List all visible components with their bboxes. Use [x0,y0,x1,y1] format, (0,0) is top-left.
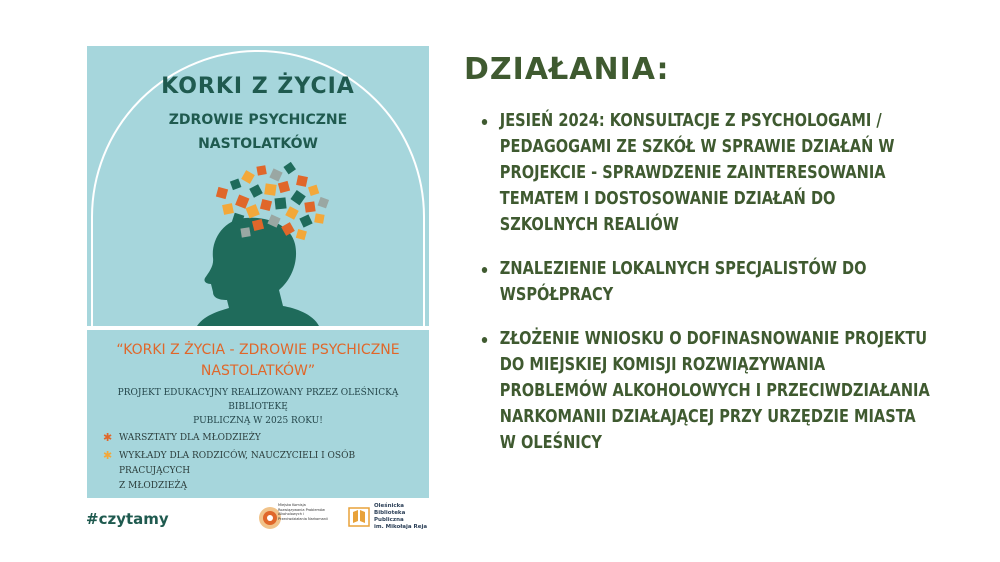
actions-list [480,108,930,474]
action-item [480,326,932,456]
bullet-icon [482,337,487,343]
puzzle-bullet-icon: ✱ [103,449,113,462]
library-logo-line: im. Mikołaja Reja [374,524,428,530]
poster-description-line2: PUBLICZNĄ W 2025 ROKU! [193,416,323,426]
puzzle-bullet-icon: ✱ [103,431,113,444]
poster-title: KORKI Z ŻYCIA [161,74,355,99]
poster-description [105,386,411,428]
commission-logo-text: Miejska Komisja Rozwiązywania Problemów Alkoholowych i Przeciwdziałania Narkomanii [278,503,328,521]
action-item-text: ZNALEZIENIE LOKALNYCH SPECJALISTÓW DO WSPÓŁPRACY [499,258,867,305]
poster-list-item [101,431,421,446]
actions-heading: DZIAŁANIA: [464,52,670,87]
bullet-icon [482,119,487,125]
library-logo-line: Oleśnicka [374,503,404,509]
poster-description-line1: PROJEKT EDUKACYJNY REALIZOWANY PRZEZ OLEŚNICKĄ BIBLIOTEKĘ [117,388,399,412]
hashtag: #czytamy [86,510,169,528]
library-book-icon [348,506,370,528]
action-item-text: JESIEŃ 2024: KONSULTACJE Z PSYCHOLOGAMI / PEDAGOGAMI ZE SZKÓŁ W SPRAWIE DZIAŁAŃ W PROJEKCIE - SPRAWDZENIE ZAINTERESOWANIA TEMATEM I DOSTOSOWANIE DZIAŁAŃ DO SZKOLNYCH REALIÓW [499,110,895,235]
poster-header [87,46,429,326]
poster-quote-line2: NASTOLATKÓW” [200,363,316,379]
poster-subtitle-line2: NASTOLATKÓW [198,136,318,152]
library-logo-line: Publiczna [374,517,404,523]
bullet-icon [482,267,487,273]
action-item [480,256,932,308]
poster-subtitle-line1: ZDROWIE PSYCHICZNE [168,112,348,128]
poster [87,46,429,498]
poster-list-item [101,449,421,494]
poster-list [101,431,421,497]
poster-quote [101,340,415,382]
poster-list-item-text: WYKŁADY DLA RODZICÓW, NAUCZYCIELI I OSÓB PRACUJĄCYCH [119,451,356,476]
poster-list-item-text: Z MŁODZIEŻĄ [119,481,188,491]
action-item-text: ZŁOŻENIE WNIOSKU O DOFINASNOWANIE PROJEKTU DO MIEJSKIEJ KOMISJI ROZWIĄZYWANIA PROBLEMÓW ALKOHOLOWYCH I PRZECIWDZIAŁANIA NARKOMANII DZIAŁAJĄCEJ PRZY URZĘDZIE MIASTA W OLEŚNICY [499,328,930,453]
action-item [480,108,932,238]
poster-info [87,330,429,498]
library-logo-text [374,503,444,531]
head-puzzle-illustration [183,158,343,326]
poster-quote-line1: “KORKI Z ŻYCIA - ZDROWIE PSYCHICZNE [116,342,400,358]
poster-list-item-text: WARSZTATY DLA MŁODZIEŻY [119,433,261,443]
library-logo-line: Biblioteka [374,510,406,516]
